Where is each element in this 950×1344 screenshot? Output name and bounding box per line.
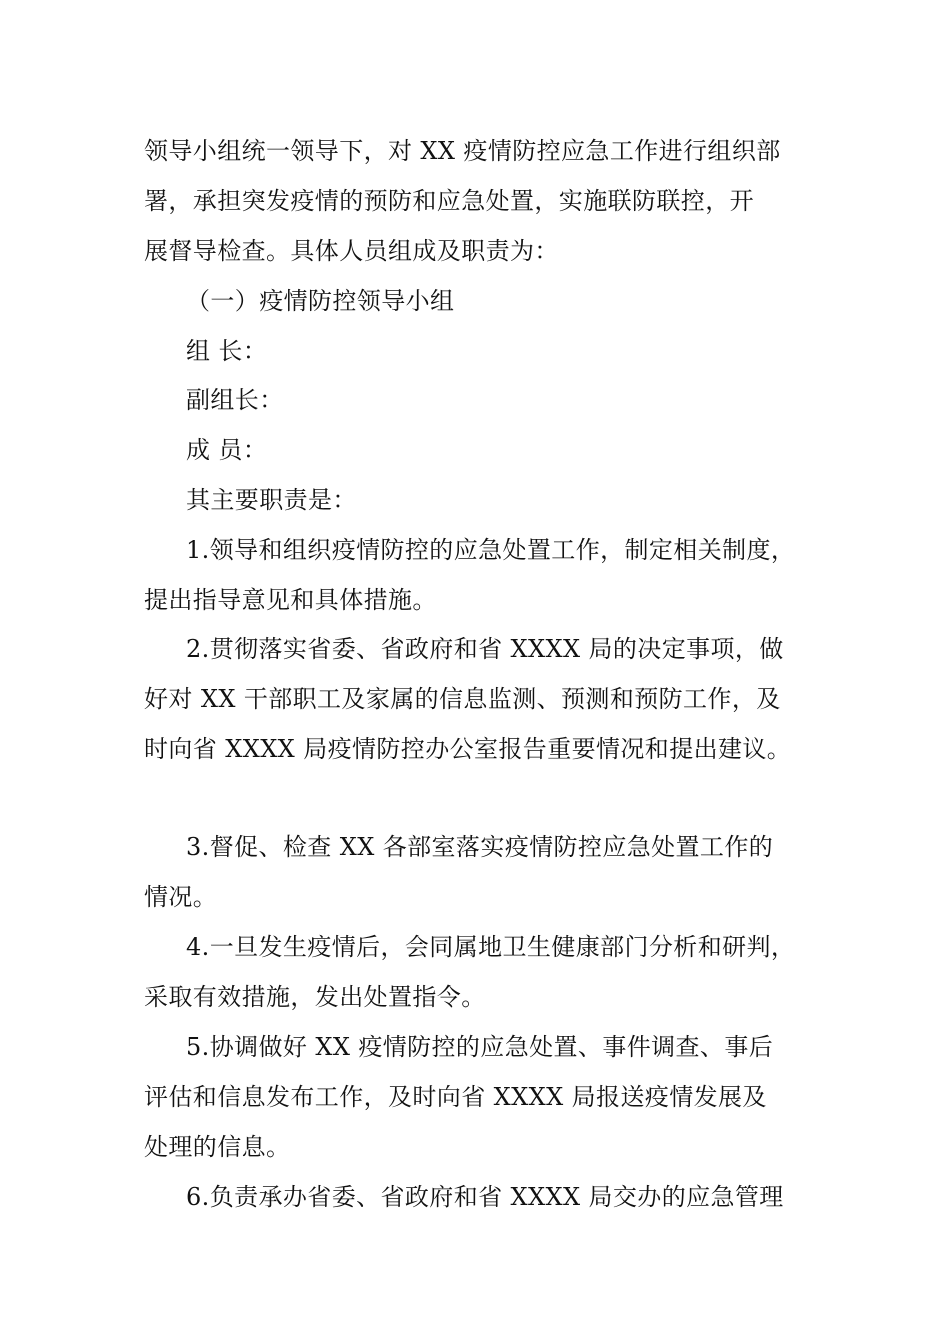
leader-label: 组 长：	[186, 337, 268, 365]
duty-item-5: 5.协调做好 XX 疫情防控的应急处置、事件调查、事后	[186, 1033, 774, 1061]
body-text-line: 情况。	[144, 883, 218, 911]
members-label: 成 员：	[186, 436, 268, 464]
body-text-line: 采取有效措施，发出处置指令。	[144, 983, 486, 1011]
duty-item-6: 6.负责承办省委、省政府和省 XXXX 局交办的应急管理	[186, 1183, 784, 1211]
body-text-line: 好对 XX 干部职工及家属的信息监测、预测和预防工作，及	[144, 685, 781, 713]
body-text-line: 领导小组统一领导下，对 XX 疫情防控应急工作进行组织部	[144, 137, 781, 165]
duty-item-1: 1.领导和组织疫情防控的应急处置工作，制定相关制度，	[186, 536, 796, 564]
deputy-leader-label: 副组长：	[186, 386, 284, 414]
body-text-line: 处理的信息。	[144, 1133, 291, 1161]
duty-item-3: 3.督促、检查 XX 各部室落实疫情防控应急处置工作的	[186, 833, 774, 861]
duty-item-2: 2.贯彻落实省委、省政府和省 XXXX 局的决定事项，做	[186, 635, 784, 663]
duties-intro: 其主要职责是：	[186, 486, 357, 514]
body-text-line: 提出指导意见和具体措施。	[144, 586, 437, 614]
duty-item-4: 4.一旦发生疫情后，会同属地卫生健康部门分析和研判，	[186, 933, 796, 961]
body-text-line: 展督导检查。具体人员组成及职责为：	[144, 237, 559, 265]
body-text-line: 时向省 XXXX 局疫情防控办公室报告重要情况和提出建议。	[144, 735, 792, 763]
body-text-line: 署，承担突发疫情的预防和应急处置，实施联防联控，开	[144, 187, 754, 215]
section-heading: （一）疫情防控领导小组	[186, 287, 455, 315]
body-text-line: 评估和信息发布工作，及时向省 XXXX 局报送疫情发展及	[144, 1083, 767, 1111]
